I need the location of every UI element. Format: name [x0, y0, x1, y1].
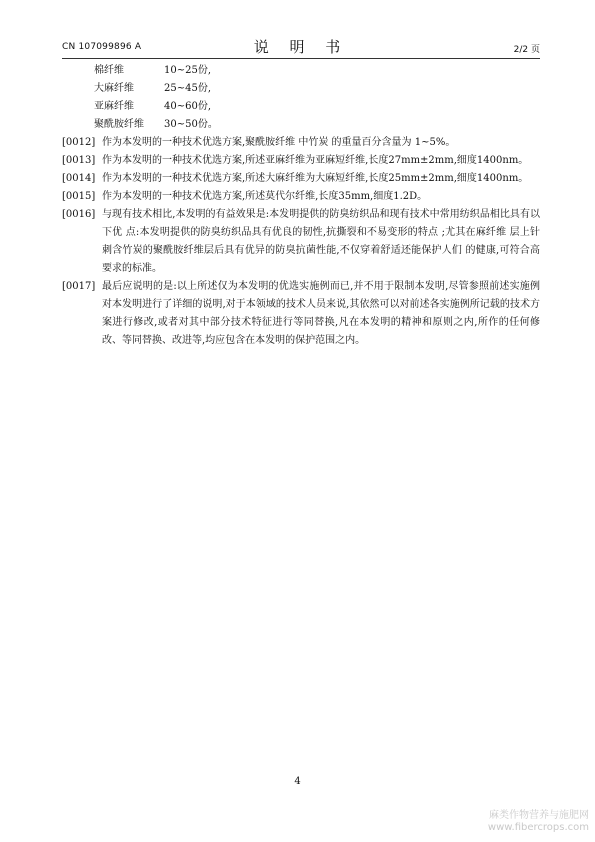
watermark-url: www.fibercrops.com: [487, 822, 589, 833]
fiber-name: 大麻纤维: [94, 83, 134, 94]
paragraph: [62, 278, 540, 350]
paragraph-text: 作为本发明的一种技术优选方案,所述大麻纤维为大麻短纤维,长度25mm±2mm,细度1400nm。: [102, 173, 529, 184]
fiber-name: 棉纤维: [94, 65, 124, 76]
watermark-site-name: 麻类作物营养与施肥网: [489, 810, 589, 821]
paragraph-number: [0012]: [62, 137, 96, 148]
paragraph-list: [62, 134, 540, 350]
fiber-list: [94, 62, 218, 134]
paragraph: [62, 134, 540, 152]
paragraph-number: [0017]: [62, 281, 96, 292]
page-header: [62, 36, 540, 58]
header-rule: [62, 58, 540, 59]
fiber-row: [94, 116, 218, 134]
fiber-amount: 40~60份,: [164, 101, 212, 112]
fiber-name: 聚酰胺纤维: [94, 119, 144, 130]
paragraph: [62, 170, 540, 188]
fiber-amount: 10~25份,: [164, 65, 212, 76]
watermark: [488, 810, 589, 834]
fiber-row: [94, 62, 218, 80]
paragraph-number: [0016]: [62, 209, 96, 220]
page-number: 4: [294, 776, 301, 787]
fiber-row: [94, 98, 218, 116]
fiber-amount: 25~45份,: [164, 83, 212, 94]
page-indicator: 2/2 页: [513, 45, 540, 55]
paragraph-text: 最后应说明的是:以上所述仅为本发明的优选实施例而已,并不用于限制本发明,尽管参照前述实施例对本发明进行了详细的说明,对于本领域的技术人员来说,其依然可以对前述各实施例所记载的技术方案进行修改,或者对其中部分技术特征进行等同替换,凡在本发明的精神和原则之内,所作的任何修改、等同替换、改进等,均应包含在本发明的保护范围之内。: [102, 281, 540, 346]
paragraph-text: 作为本发明的一种技术优选方案,所述莫代尔纤维,长度35mm,细度1.2D。: [102, 191, 428, 202]
fiber-amount: 30~50份。: [164, 119, 218, 130]
publication-number: CN 107099896 A: [62, 42, 142, 52]
paragraph-text: 作为本发明的一种技术优选方案,所述亚麻纤维为亚麻短纤维,长度27mm±2mm,细度1400nm。: [102, 155, 529, 166]
paragraph-text: 作为本发明的一种技术优选方案,聚酰胺纤维 中竹炭 的重量百分含量为 1~5%。: [102, 137, 456, 148]
paragraph-number: [0015]: [62, 191, 96, 202]
paragraph-text: 与现有技术相比,本发明的有益效果是:本发明提供的防臭纺织品和现有技术中常用纺织品相比具有以下优 点:本发明提供的防臭纺织品具有优良的韧性,抗撕裂和不易变形的特点 ;尤其在麻纤维 层上针刺含竹炭的聚酰胺纤维层后具有优异的防臭抗菌性能,不仅穿着舒适还能保护人们 的健康,可符合高要求的标准。: [102, 209, 540, 274]
paragraph: [62, 152, 540, 170]
paragraph-number: [0014]: [62, 173, 96, 184]
fiber-name: 亚麻纤维: [94, 101, 134, 112]
paragraph: [62, 206, 540, 278]
fiber-row: [94, 80, 218, 98]
paragraph: [62, 188, 540, 206]
paragraph-number: [0013]: [62, 155, 96, 166]
document-title: 说 明 书: [253, 38, 349, 56]
